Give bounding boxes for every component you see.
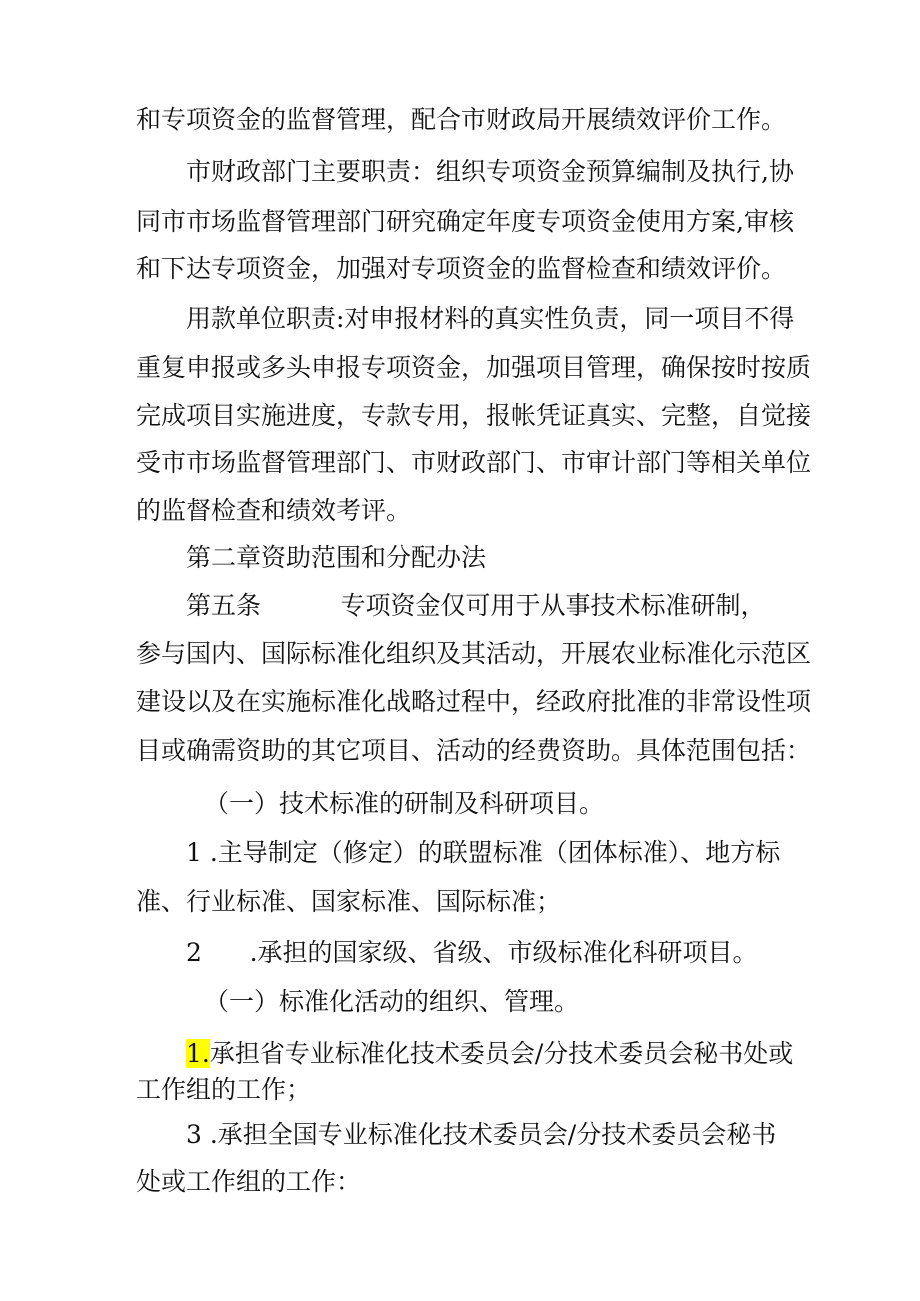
article-line: 第五条 专项资金仅可用于从事技术标准研制， <box>186 591 766 620</box>
text-line: （一）技术标准的研制及科研项目。 <box>204 789 605 818</box>
text-line: （一）标准化活动的组织、管理。 <box>204 987 580 1016</box>
text-line: 用款单位职责:对申报材料的真实性负责，同一项目不得 <box>186 304 795 333</box>
text-line: 和下达专项资金，加强对专项资金的监督检查和绩效评价。 <box>136 254 787 283</box>
text-line: 重复申报或多头申报专项资金，加强项目管理，确保按时按质 <box>136 353 812 382</box>
text-line: 处或工作组的工作： <box>136 1167 362 1196</box>
text-line <box>186 1037 793 1071</box>
text-line: 1 .主导制定（修定）的联盟标准（团体标准）、地方标 <box>186 838 781 867</box>
text-line: 建设以及在实施标准化战略过程中，经政府批准的非常设性项 <box>136 687 812 716</box>
text-line: 的监督检查和绩效考评。 <box>136 496 412 525</box>
line-text: 承担省专业标准化技术委员会/分技术委员会秘书处或 <box>209 1039 794 1068</box>
text-line: 2 .承担的国家级、省级、市级标准化科研项目。 <box>186 938 758 967</box>
text-line: 受市市场监督管理部门、市财政部门、市审计部门等相关单位 <box>136 448 812 477</box>
text-line: 完成项目实施进度，专款专用，报帐凭证真实、完整，自觉接 <box>136 401 812 430</box>
chapter-heading: 第二章资助范围和分配办法 <box>186 543 487 572</box>
highlighted-marker: 1. <box>186 1039 210 1068</box>
text-line: 3 .承担全国专业标准化技术委员会/分技术委员会秘书 <box>186 1120 777 1149</box>
text-line: 市财政部门主要职责：组织专项资金预算编制及执行,协 <box>186 157 794 186</box>
text-line: 同市市场监督管理部门研究确定年度专项资金使用方案,审核 <box>136 207 794 236</box>
text-line: 参与国内、国际标准化组织及其活动，开展农业标准化示范区 <box>136 639 812 668</box>
text-line: 目或确需资助的其它项目、活动的经费资助。具体范围包括： <box>136 736 812 765</box>
text-line: 准、行业标准、国家标准、国际标准； <box>136 887 562 916</box>
text-line: 工作组的工作； <box>136 1075 312 1104</box>
text-line: 和专项资金的监督管理，配合市财政局开展绩效评价工作。 <box>136 105 787 134</box>
